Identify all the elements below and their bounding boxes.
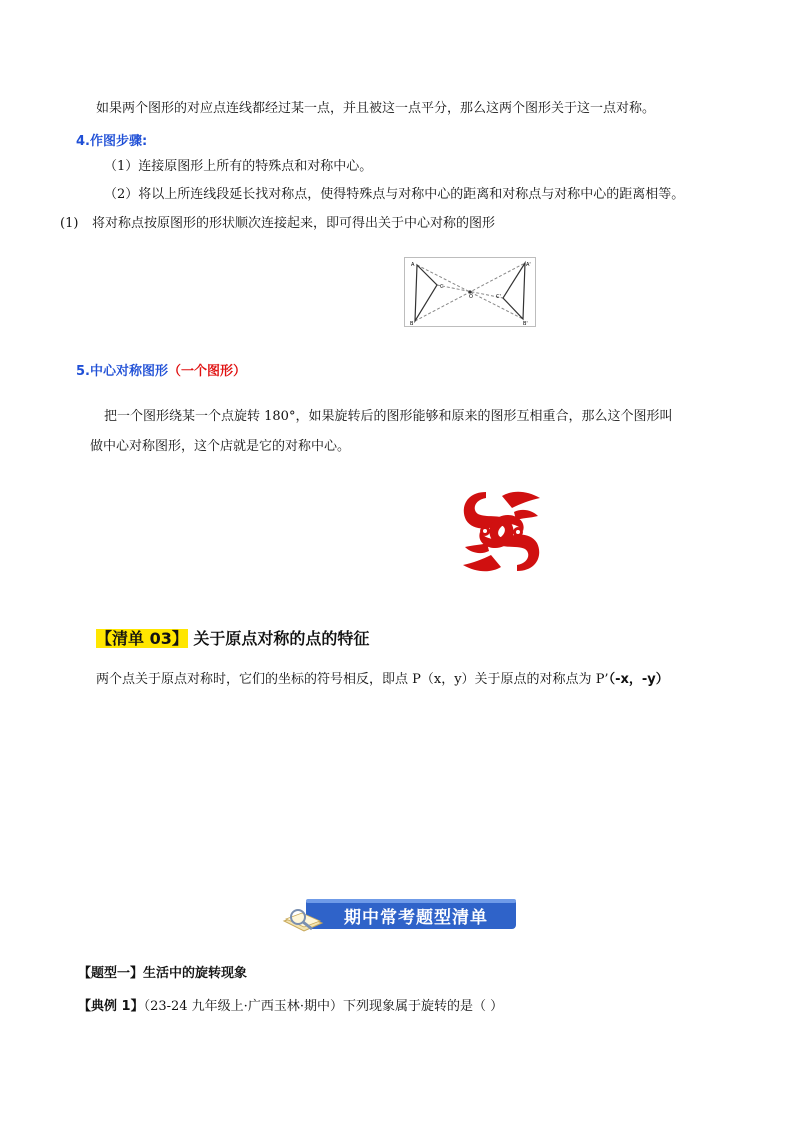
label-b: B — [410, 321, 414, 326]
list-03-tag: 【清单 03】 — [96, 629, 188, 648]
label-c-prime: C' — [496, 294, 501, 300]
example-1 — [78, 998, 503, 1016]
question-type-1-title: 生活中的旋转现象 — [143, 966, 248, 981]
question-type-1-heading — [78, 965, 247, 983]
label-b-prime: B' — [523, 321, 528, 326]
triangles-diagram — [405, 258, 535, 326]
label-a: A — [411, 262, 415, 268]
definition-line-1: 把一个图形绕某一个点旋转 180°，如果旋转后的图形能够和原来的图形互相重合，那么这个图形叫 — [104, 409, 673, 424]
step-2: （2）将以上所连线段延长找对称点，使得特殊点与对称中心的距离和对称点与对称中心的距离相等。 — [104, 187, 685, 202]
central-symmetry-triangles-figure — [404, 257, 536, 327]
step-1: （1）连接原图形上所有的特殊点和对称中心。 — [104, 159, 373, 174]
definition-line-2: 做中心对称图形，这个店就是它的对称中心。 — [90, 439, 351, 454]
triangle-abc — [415, 265, 437, 321]
origin-symmetry-sentence: 两个点关于原点对称时，它们的坐标的符号相反，即点 P（x，y）关于原点的对称点为 P’ — [96, 672, 609, 687]
label-a-prime: A' — [526, 262, 531, 268]
label-o: O — [469, 294, 473, 300]
origin-symmetry-text — [96, 671, 669, 689]
example-1-text: （23-24 九年级上·广西玉林·期中）下列现象属于旋转的是（ ） — [143, 999, 504, 1014]
heading-central-symmetric-figure — [76, 360, 246, 379]
paper-cut-art — [456, 486, 547, 577]
list-03-heading — [96, 627, 369, 651]
step-3: 将对称点按原图形的形状顺次连接起来，即可得出关于中心对称的图形 — [92, 216, 496, 231]
heading-drawing-steps: 4.作图步骤: — [76, 134, 148, 149]
heading-5-red: （一个图形） — [167, 364, 246, 379]
list-03-title: 关于原点对称的点的特征 — [187, 629, 370, 648]
paper-cut-image — [456, 486, 547, 577]
heading-5-prefix: 5.中心对称图形 — [76, 364, 168, 379]
step-3-number: (1) — [60, 216, 79, 231]
banner-text: 期中常考题型清单 — [344, 908, 488, 928]
origin-symmetry-coordinate: （-x，-y） — [608, 672, 669, 687]
example-1-tag: 【典例 1】 — [78, 999, 144, 1014]
paragraph-symmetry-definition: 如果两个图形的对应点连线都经过某一点，并且被这一点平分，那么这两个图形关于这一点对称。 — [96, 101, 656, 116]
question-type-1-tag: 【题型一】 — [78, 966, 144, 981]
midterm-question-types-banner — [282, 895, 518, 935]
label-c: C — [440, 284, 444, 290]
